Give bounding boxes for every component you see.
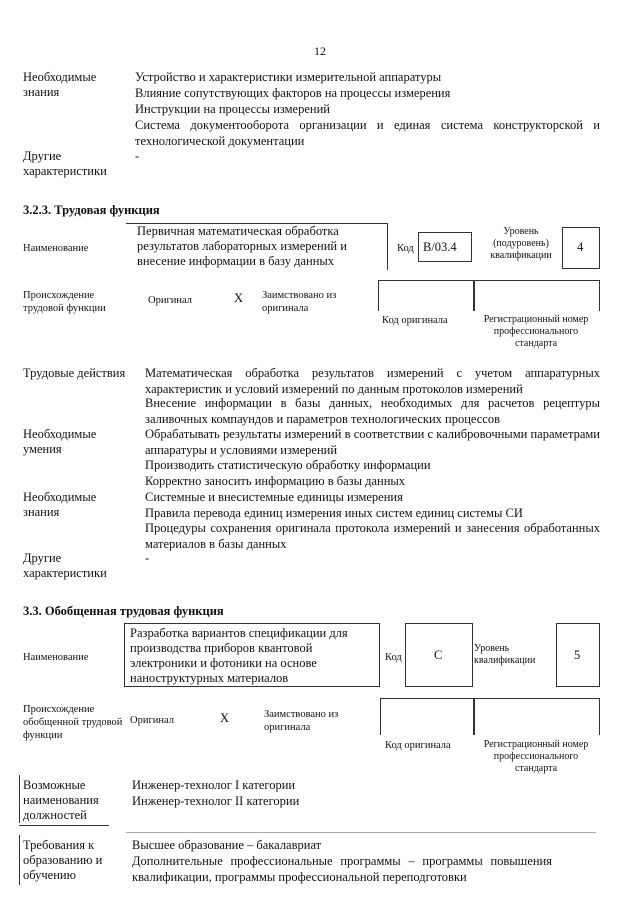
borrowed-label: Заимствовано из оригинала — [262, 290, 337, 314]
code-value: C — [434, 648, 443, 662]
level-value: 5 — [574, 648, 581, 662]
other-characteristics-value: - — [135, 149, 140, 163]
knowledge-item: Устройство и характеристики измерительной аппаратуры — [135, 70, 442, 84]
education-label: Требования к образованию и обучению — [23, 838, 103, 882]
other-characteristics-label: Другие характеристики — [23, 551, 107, 580]
skill-item: Обрабатывать результаты измерений в соответствии с калибровочными параметрами аппаратуры и условиями измерений — [145, 427, 600, 457]
code-label: Код — [397, 243, 414, 254]
knowledge-item: Влияние сопутствующих факторов на процессы измерения — [135, 86, 451, 100]
skills-label: Необходимые умения — [23, 427, 97, 456]
skill-item: Производить статистическую обработку информации — [145, 458, 431, 472]
other-characteristics-value: - — [145, 551, 150, 565]
name-label: Наименование — [23, 652, 89, 663]
knowledge-item: Системные и внесистемные единицы измерения — [145, 490, 403, 504]
section-heading: 3.3. Обобщенная трудовая функция — [23, 604, 224, 618]
function-name: Разработка вариантов спецификации для производства приборов квантовой электроники и фотоники на основе наноструктурных материалов — [130, 626, 348, 685]
origin-label: Происхождение обобщенной трудовой функции — [23, 704, 123, 741]
level-label: Уровень (подуровень) квалификации — [490, 226, 552, 261]
name-label: Наименование — [23, 243, 89, 254]
knowledge-item: Инструкции на процессы измерений — [135, 102, 330, 116]
level-value: 4 — [577, 240, 584, 254]
actions-label: Трудовые действия — [23, 366, 126, 380]
code-value: B/03.4 — [423, 240, 457, 254]
origin-label: Происхождение трудовой функции — [23, 290, 106, 314]
reg-number-label: Регистрационный номер профессионального стандарта — [483, 739, 589, 774]
level-label: Уровень квалификации — [474, 643, 536, 666]
borrowed-label: Заимствовано из оригинала — [264, 709, 339, 733]
reg-number-label: Регистрационный номер профессионального стандарта — [483, 314, 589, 349]
action-item: Внесение информации в базы данных, необходимых для расчетов рецептуры заливочных компаундов и параметров технологических процессов — [145, 396, 600, 426]
code-original-label: Код оригинала — [385, 740, 451, 751]
knowledge-label: Необходимые знания — [23, 70, 97, 99]
code-original-label: Код оригинала — [382, 315, 448, 326]
original-label: Оригинал — [130, 715, 174, 726]
original-label: Оригинал — [148, 295, 192, 306]
knowledge-item: Правила перевода единиц измерения иных систем единиц системы СИ — [145, 506, 523, 520]
section-heading: 3.2.3. Трудовая функция — [23, 203, 160, 217]
knowledge-item: Процедуры сохранения оригинала протокола измерений и занесения обработанных материалов в базы данных — [145, 521, 600, 551]
position-item: Инженер-технолог I категории — [132, 778, 296, 792]
other-characteristics-label: Другие характеристики — [23, 149, 107, 178]
skill-item: Корректно заносить информацию в базы данных — [145, 474, 406, 488]
knowledge-item: Система документооборота организации и единая система конструкторской и технологической документации — [135, 118, 600, 148]
positions-label: Возможные наименования должностей — [23, 778, 99, 822]
page-number: 12 — [314, 44, 326, 58]
original-mark: X — [220, 711, 230, 725]
knowledge-label: Необходимые знания — [23, 490, 97, 519]
action-item: Математическая обработка результатов измерений с учетом аппаратурных характеристик и условий измерений по данным протоколов измерений — [145, 366, 600, 396]
education-item: Дополнительные профессиональные программы – программы повышения квалификации, программы профессиональной переподготовки — [132, 854, 552, 884]
code-label: Код — [385, 652, 402, 663]
original-mark: X — [234, 291, 244, 305]
position-item: Инженер-технолог II категории — [132, 794, 300, 808]
education-item: Высшее образование – бакалавриат — [132, 838, 322, 852]
function-name: Первичная математическая обработка результатов лабораторных измерений и внесение информации в базу данных — [137, 224, 347, 268]
